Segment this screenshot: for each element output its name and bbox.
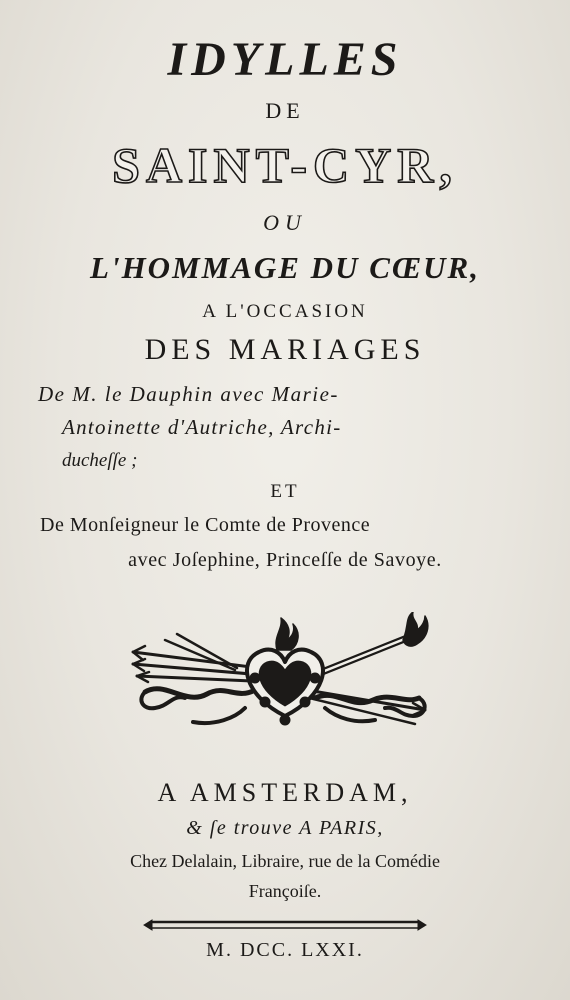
imprint-paris: & ſe trouve A PARIS,: [186, 817, 384, 839]
title-de: DE: [265, 98, 305, 123]
dedication-line-5: avec Joſephine, Princeſſe de Savoye.: [128, 549, 442, 571]
title-des-mariages: DES MARIAGES: [144, 333, 426, 366]
dedication-line-2: Antoinette d'Autriche, Archi-: [62, 415, 342, 439]
dedication-line-1: De M. le Dauphin avec Marie-: [38, 382, 339, 406]
imprint-francoise: Françoiſe.: [248, 881, 322, 901]
title-idylles: IDYLLES: [167, 33, 403, 86]
imprint-delalain: Chez Delalain, Libraire, rue de la Comédie: [130, 851, 440, 871]
title-ou: OU: [263, 210, 307, 235]
double-rule-divider: [140, 916, 430, 934]
title-occasion: A L'OCCASION: [202, 301, 368, 322]
publication-year: M. DCC. LXXI.: [206, 939, 364, 961]
title-saint-cyr: SAINT-CYR,: [112, 137, 458, 193]
imprint-amsterdam: A AMSTERDAM,: [157, 778, 413, 807]
dedication-line-4: De Monſeigneur le Comte de Provence: [40, 514, 371, 536]
dedication-line-3: ducheſſe ;: [62, 450, 138, 471]
heart-torch-arrows-ornament-icon: [125, 612, 445, 734]
title-hommage-du-coeur: L'HOMMAGE DU CŒUR,: [90, 250, 480, 285]
conjunction-et: ET: [270, 481, 300, 502]
